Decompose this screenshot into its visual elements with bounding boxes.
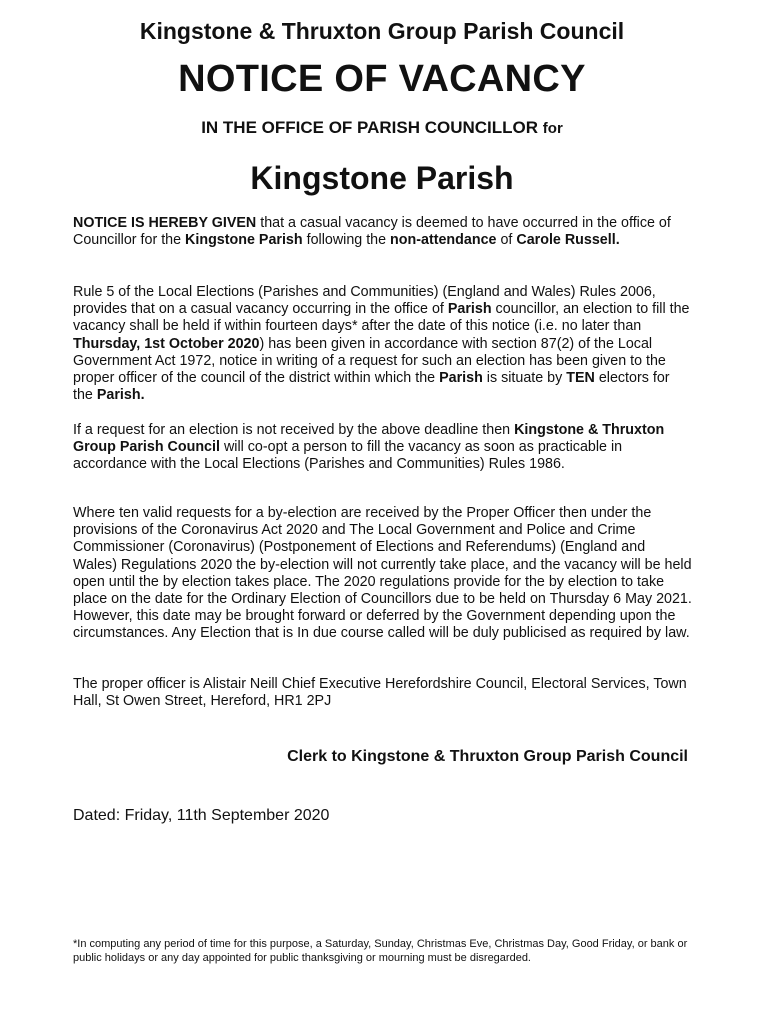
proper-officer-paragraph: The proper officer is Alistair Neill Chief Executive Herefordshire Council, Electoral Services, Town Hall, St Owen Street, Hereford, HR1 2PJ (73, 676, 687, 710)
elector-count: TEN (566, 370, 595, 387)
bold-term: Parish (447, 301, 492, 318)
paragraph-text: will co-opt a person to fill the vacancy as soon as practicable in accordance with the Local Elections (Parishes and Communities) Rules 1986. (73, 439, 623, 473)
paragraph-text: following the (302, 232, 391, 249)
clerk-signature: Clerk to Kingstone & Thruxton Group Parish Council (287, 748, 688, 765)
dated-line: Dated: Friday, 11th September 2020 (73, 807, 330, 824)
deadline-date: Thursday, 1st October 2020 (73, 335, 260, 352)
footnote: *In computing any period of time for this purpose, a Saturday, Sunday, Christmas Eve, Christmas Day, Good Friday, or bank or public holidays or any day appointed for public thanksgiving or mourning must be disregarded. (73, 938, 688, 964)
former-councillor-name: Carole Russell. (516, 232, 620, 249)
paragraph-text: Rule 5 of the Local Elections (Parishes and Communities) (England and Wales) Rules 2006, provides that on a casual vacancy occurring in the office of (73, 284, 656, 318)
vacancy-reason: non-attendance (390, 232, 497, 249)
paragraph-text: of (496, 232, 517, 249)
bold-term: Parish (439, 370, 483, 387)
paragraph-text: councillor, an election to fill the vacancy shall be held if within fourteen days* after the date of this notice (i.e. no later than (73, 301, 690, 335)
notice-paragraph-1 (73, 215, 693, 249)
notice-lead-phrase: NOTICE IS HEREBY GIVEN (73, 215, 257, 231)
parish-name-inline: Kingstone Parish (185, 232, 303, 249)
notice-paragraph-4: Where ten valid requests for a by-election are received by the Proper Officer then under the provisions of the Coronavirus Act 2020 and The Local Government and Police and Crime Commissioner (Coronavirus) (Postponement of Elections and Referendums) (England and Wales) Regulations 2020 the by-election will not currently take place, and the vacancy will be held open until the by election takes place. The 2020 regulations provide for the by election to take place on the date for the Ordinary Election of Councillors due to be held on Thursday 6 May 2021. However, this date may be brought forward or deferred by the Government depending upon the circumstances. Any Election that is In due course called will be duly publicised as required by law. (73, 505, 692, 642)
office-line (0, 118, 764, 138)
paragraph-text: electors for the (73, 370, 670, 404)
bold-term: Parish. (96, 387, 145, 404)
office-line-text: IN THE OFFICE OF PARISH COUNCILLOR (201, 118, 539, 137)
council-name-heading: Kingstone & Thruxton Group Parish Council (139, 18, 625, 44)
paragraph-text: that a casual vacancy is deemed to have occurred in the office of Councillor for the (73, 215, 671, 249)
council-name-inline: Kingstone & Thruxton Group Parish Council (73, 422, 665, 456)
office-line-suffix: for (542, 120, 563, 137)
notice-paragraph-3 (73, 422, 693, 474)
paragraph-text: ) has been given in accordance with section 87(2) of the Local Government Act 1972, notice in writing of a request for such an election has been given to the proper officer of the council of the district within which the (73, 335, 666, 387)
paragraph-text: If a request for an election is not received by the above deadline then (73, 422, 515, 438)
notice-paragraph-2 (73, 284, 693, 404)
paragraph-text: is situate by (482, 370, 567, 387)
notice-title: NOTICE OF VACANCY (178, 58, 586, 100)
parish-title: Kingstone Parish (250, 160, 514, 196)
